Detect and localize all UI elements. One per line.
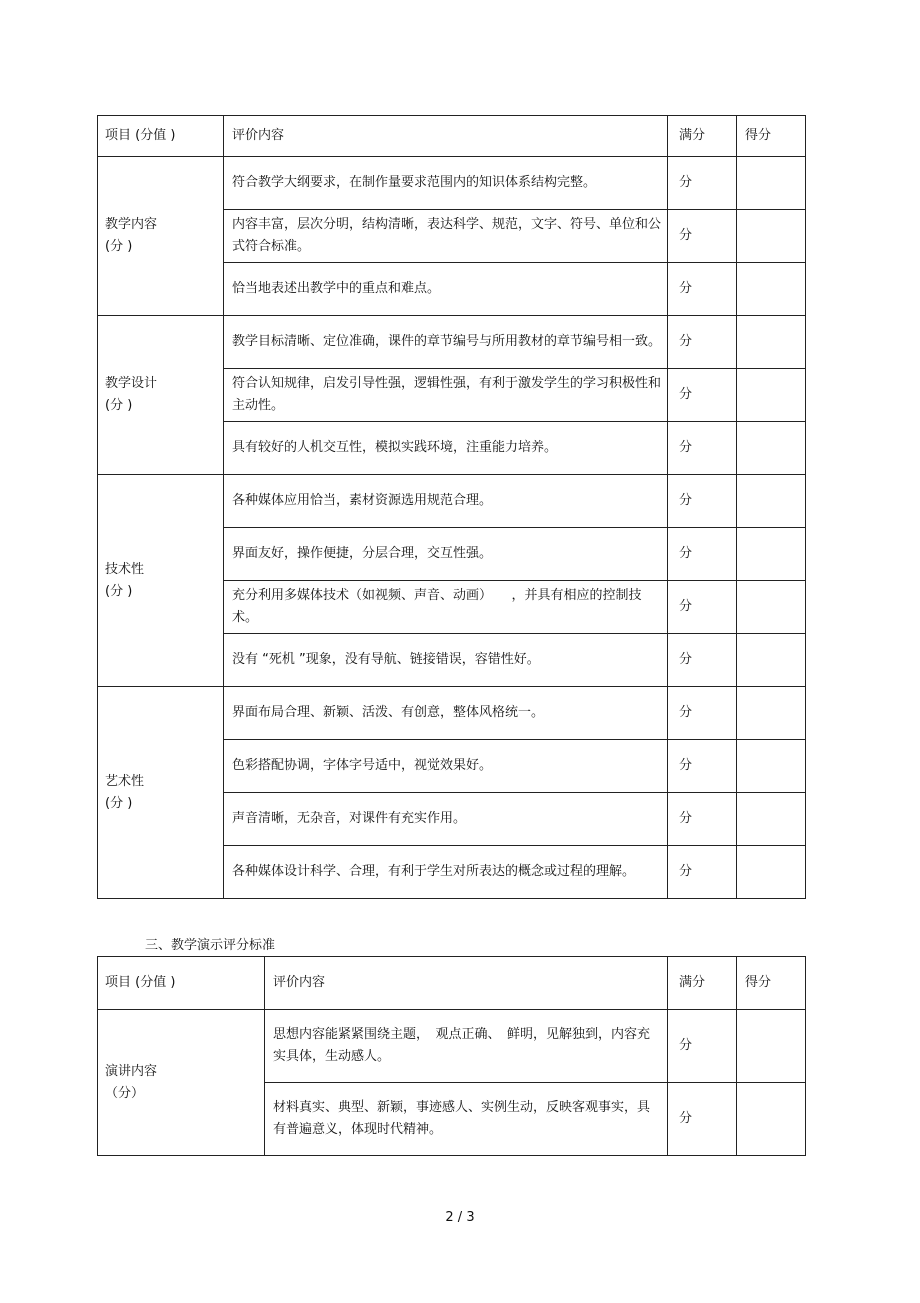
group-points: (分 ) (105, 795, 133, 811)
criteria-text: 思想内容能紧紧围绕主题， 观点正确、 鲜明，见解独到，内容充实具体，生动感人。 (265, 1010, 668, 1083)
score-cell[interactable] (737, 157, 806, 210)
criteria-text: 材料真实、典型、新颖，事迹感人、实例生动，反映客观事实，具有普遍意义，体现时代精神。 (265, 1083, 668, 1156)
full-score: 分 (668, 316, 737, 369)
score-cell[interactable] (737, 846, 806, 899)
score-cell[interactable] (737, 475, 806, 528)
full-score: 分 (668, 793, 737, 846)
score-cell[interactable] (737, 581, 806, 634)
group-name: 艺术性 (105, 773, 145, 789)
group-name: 演讲内容 (105, 1063, 158, 1079)
criteria-text: 教学目标清晰、定位准确，课件的章节编号与所用教材的章节编号相一致。 (224, 316, 668, 369)
criteria-text: 声音清晰，无杂音，对课件有充实作用。 (224, 793, 668, 846)
full-score: 分 (668, 157, 737, 210)
group-cell-teaching-content (98, 157, 224, 316)
table-header-row (98, 116, 806, 157)
score-cell[interactable] (737, 422, 806, 475)
header-full: 满分 (668, 957, 737, 1010)
header-content: 评价内容 (265, 957, 668, 1010)
group-name: 教学内容 (105, 217, 158, 232)
criteria-text: 具有较好的人机交互性，模拟实践环境，注重能力培养。 (224, 422, 668, 475)
full-score: 分 (668, 634, 737, 687)
group-cell-speech-content (98, 1010, 265, 1156)
criteria-text: 符合教学大纲要求，在制作量要求范围内的知识体系结构完整。 (224, 157, 668, 210)
full-score: 分 (668, 475, 737, 528)
demo-evaluation-table (97, 956, 806, 1156)
table-header-row (98, 957, 806, 1010)
header-content: 评价内容 (224, 116, 668, 157)
group-name: 教学设计 (105, 376, 158, 391)
score-cell[interactable] (737, 528, 806, 581)
page-number: 2 / 3 (445, 1210, 475, 1225)
section-title: 三、教学演示评分标准 (145, 938, 276, 953)
criteria-text: 界面友好，操作便捷，分层合理，交互性强。 (224, 528, 668, 581)
criteria-text: 内容丰富，层次分明，结构清晰，表达科学、规范，文字、符号、单位和公式符合标准。 (224, 210, 668, 263)
group-points: (分 ) (105, 583, 133, 599)
criteria-text: 各种媒体设计科学、合理，有利于学生对所表达的概念或过程的理解。 (224, 846, 668, 899)
score-cell[interactable] (737, 1010, 806, 1083)
group-points: (分 ) (105, 239, 133, 254)
criteria-text: 界面布局合理、新颖、活泼、有创意，整体风格统一。 (224, 687, 668, 740)
full-score: 分 (668, 581, 737, 634)
score-cell[interactable] (737, 316, 806, 369)
full-score: 分 (668, 687, 737, 740)
table-row (98, 475, 806, 528)
criteria-text: 恰当地表述出教学中的重点和难点。 (224, 263, 668, 316)
criteria-text: 各种媒体应用恰当，素材资源选用规范合理。 (224, 475, 668, 528)
full-score: 分 (668, 369, 737, 422)
table-row (98, 687, 806, 740)
full-score: 分 (668, 528, 737, 581)
group-name: 技术性 (105, 561, 145, 577)
full-score: 分 (668, 1010, 737, 1083)
full-score: 分 (668, 422, 737, 475)
score-cell[interactable] (737, 687, 806, 740)
full-score: 分 (668, 1083, 737, 1156)
criteria-text: 充分利用多媒体技术（如视频、声音、动画） ，并具有相应的控制技术。 (224, 581, 668, 634)
group-points: (分 ) (105, 398, 133, 413)
group-cell-technical (98, 475, 224, 687)
score-cell[interactable] (737, 1083, 806, 1156)
course-evaluation-table (97, 115, 806, 899)
criteria-text: 没有 “死机 ”现象，没有导航、链接错误，容错性好。 (224, 634, 668, 687)
score-cell[interactable] (737, 369, 806, 422)
full-score: 分 (668, 740, 737, 793)
criteria-text: 色彩搭配协调，字体字号适中，视觉效果好。 (224, 740, 668, 793)
full-score: 分 (668, 210, 737, 263)
header-item: 项目 (分值 ) (98, 116, 224, 157)
full-score: 分 (668, 846, 737, 899)
table-row (98, 316, 806, 369)
full-score: 分 (668, 263, 737, 316)
score-cell[interactable] (737, 740, 806, 793)
score-cell[interactable] (737, 263, 806, 316)
criteria-text: 符合认知规律，启发引导性强，逻辑性强，有利于激发学生的学习积极性和主动性。 (224, 369, 668, 422)
score-cell[interactable] (737, 793, 806, 846)
score-cell[interactable] (737, 210, 806, 263)
header-item: 项目 (分值 ) (98, 957, 265, 1010)
group-points: （分） (105, 1085, 145, 1101)
header-score: 得分 (737, 957, 806, 1010)
group-cell-teaching-design (98, 316, 224, 475)
header-score: 得分 (737, 116, 806, 157)
group-cell-artistic (98, 687, 224, 899)
header-full: 满分 (668, 116, 737, 157)
table-row (98, 1010, 806, 1083)
table-row (98, 157, 806, 210)
score-cell[interactable] (737, 634, 806, 687)
